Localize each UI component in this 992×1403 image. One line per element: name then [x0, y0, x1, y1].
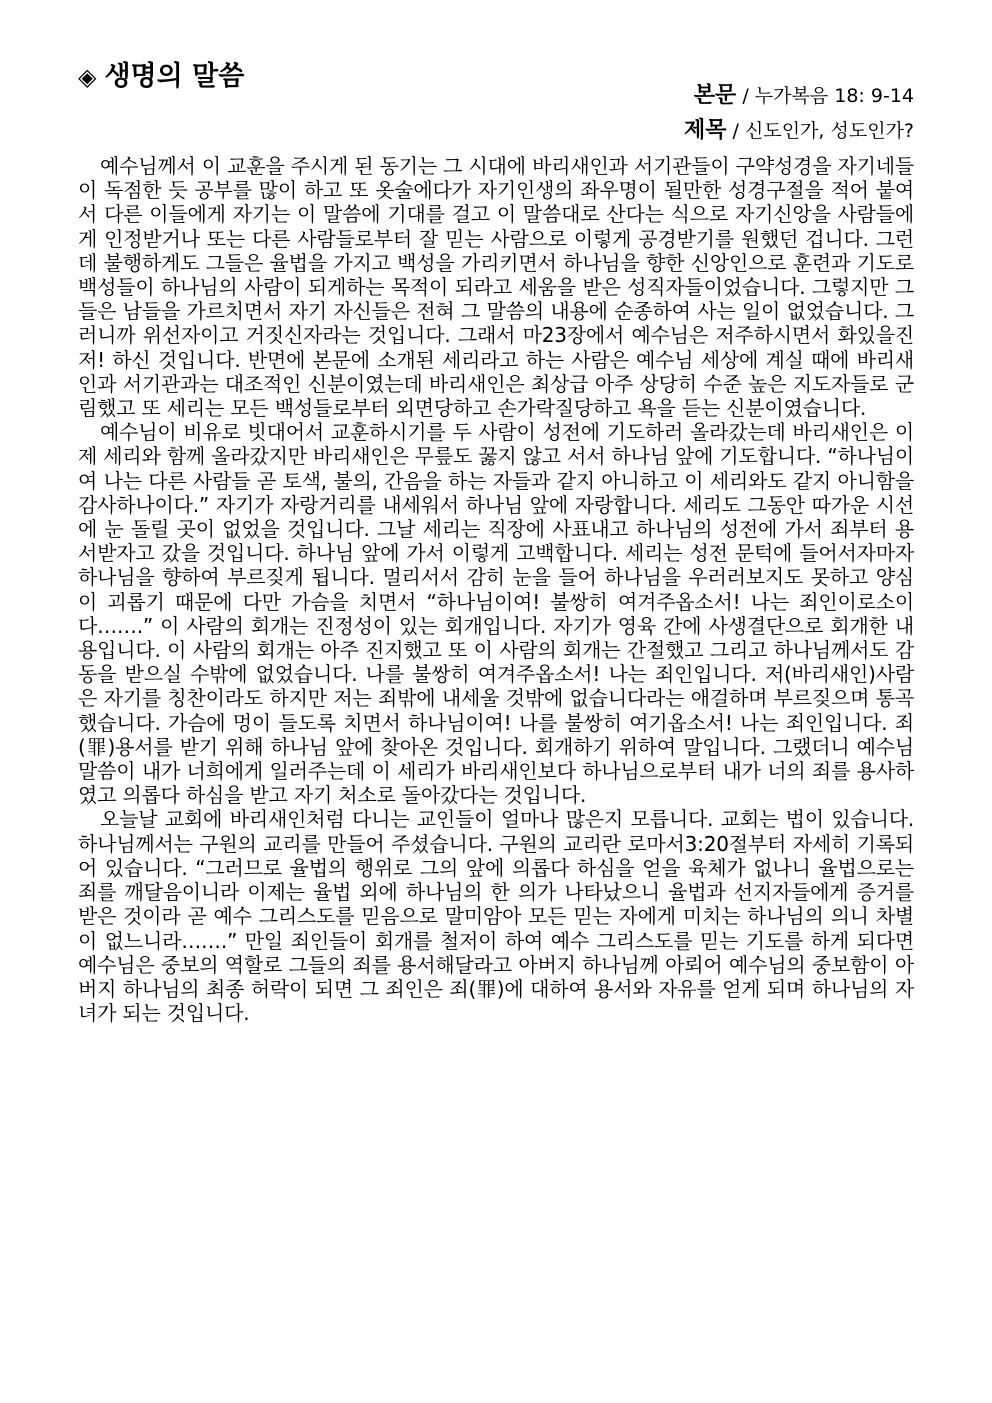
diamond-bullet-icon: ◈ — [78, 63, 97, 91]
paragraph-3: 오늘날 교회에 바리새인처럼 다니는 교인들이 얼마나 많은지 모릅니다. 교회는 법이 있습니다. 하나님께서는 구원의 교리를 만들어 주셨습니다. 구원의 교리란 로마서3:20절부터 자세히 기록되어 있습니다. “그러므로 율법의 행위로 그의 앞에 의롭다 하심을 얻을 육체가 없나니 율법으로는 죄를 깨달음이니라 이제는 율법 외에 하나님의 한 의가 나타났으니 율법과 선지자들에게 증거를 받은 것이라 곧 예수 그리스도를 믿음으로 말미암아 모든 믿는 자에게 미치는 하나님의 의니 차별이 없느니라…….” 만일 죄인들이 회개를 철저이 하여 예수 그리스도를 믿는 기도를 하게 되다면 예수님은 중보의 역할로 그들의 죄를 용서해달라고 아버지 하나님께 아뢰어 예수님의 중보함이 아버지 하나님의 최종 허락이 되면 그 죄인은 죄(罪)에 대하여 용서와 자유를 얻게 되며 하나님의 자녀가 되는 것입니다. — [78, 807, 914, 1026]
paragraph-1: 예수님께서 이 교훈을 주시게 된 동기는 그 시대에 바리새인과 서기관들이 구약성경을 자기네들이 독점한 듯 공부를 많이 하고 또 옷술에다가 자기인생의 좌우명이 될만한 성경구절을 적어 붙여서 다른 이들에게 자기는 이 말씀에 기대를 걸고 이 말씀대로 산다는 식으로 자기신앙을 사람들에게 인정받거나 또는 다른 사람들로부터 잘 믿는 사람으로 이렇게 공경받기를 원했던 겁니다. 그런데 불행하게도 그들은 율법을 가지고 백성을 가리키면서 하나님을 향한 신앙인으로 훈련과 기도로 백성들이 하나님의 사람이 되게하는 목적이 되라고 세움을 받은 성직자들이었습니다. 그렇지만 그들은 남들을 가르치면서 자기 자신들은 전혀 그 말씀의 내용에 순종하여 사는 일이 없었습니다. 그러니까 위선자이고 거짓신자라는 것입니다. 그래서 마23장에서 예수님은 저주하시면서 화있을진저! 하신 것입니다. 반면에 본문에 소개된 세리라고 하는 사람은 예수님 세상에 계실 때에 바리새인과 서기관과는 대조적인 신분이였는데 바리새인은 최상급 아주 상당히 수준 높은 지도자들로 군림했고 또 세리는 모든 백성들로부터 외면당하고 손가락질당하고 욕을 듣는 신분이였습니다. — [78, 154, 914, 421]
sermon-body — [78, 154, 914, 1025]
scripture-separator: / — [736, 85, 755, 107]
page-title — [78, 60, 244, 94]
topic-label: 제목 — [684, 118, 727, 143]
page-title-text: 생명의 말씀 — [104, 61, 245, 92]
topic-separator: / — [726, 120, 745, 142]
scripture-reference — [694, 78, 914, 109]
paragraph-2: 예수님이 비유로 빗대어서 교훈하시기를 두 사람이 성전에 기도하러 올라갔는데 바리새인은 이제 세리와 함께 올라갔지만 바리새인은 무릎도 꿇지 않고 서서 하나님 앞에 기도합니다. “하나님이여 나는 다른 사람들 곧 토색, 불의, 간음을 하는 자들과 같지 아니하고 이 세리와도 같지 아니함을 감사하나이다.” 자기가 자랑거리를 내세워서 하나님 앞에 자랑합니다. 세리도 그동안 따가운 시선에 눈 돌릴 곳이 없었을 것입니다. 그날 세리는 직장에 사표내고 하나님의 성전에 가서 죄부터 용서받자고 갔을 것입니다. 하나님 앞에 가서 이렇게 고백합니다. 세리는 성전 문턱에 들어서자마자 하나님을 향하여 부르짖게 됩니다. 멀리서서 감히 눈을 들어 하나님을 우러러보지도 못하고 양심이 괴롭기 때문에 다만 가슴을 치면서 “하나님이여! 불쌍히 여겨주옵소서! 나는 죄인이로소이다…….” 이 사람의 회개는 진정성이 있는 회개입니다. 자기가 영육 간에 사생결단으로 회개한 내용입니다. 이 사람의 회개는 아주 진지했고 또 이 사람의 회개는 간절했고 그리고 하나님께서도 감동을 받으실 수밖에 없었습니다. 나를 불쌍히 여겨주옵소서! 나는 죄인입니다. 저(바리새인)사람은 자기를 칭찬이라도 하지만 저는 죄밖에 내세울 것밖에 없습니다라는 애걸하며 부르짖으며 통곡했습니다. 가슴에 멍이 들도록 치면서 하나님이여! 나를 불쌍히 여기옵소서! 나는 죄인입니다. 죄(罪)용서를 받기 위해 하나님 앞에 찾아온 것입니다. 회개하기 위하여 말입니다. 그랬더니 예수님말씀이 내가 너희에게 일러주는데 이 세리가 바리새인보다 하나님으로부터 내가 너의 죄를 용사하였고 의롭다 하심을 받고 자기 처소로 돌아갔다는 것입니다. — [78, 420, 914, 808]
sermon-topic — [684, 113, 914, 144]
topic-value: 신도인가, 성도인가? — [745, 120, 914, 142]
scripture-value: 누가복음 18: 9-14 — [754, 85, 914, 107]
scripture-label: 본문 — [693, 83, 737, 108]
